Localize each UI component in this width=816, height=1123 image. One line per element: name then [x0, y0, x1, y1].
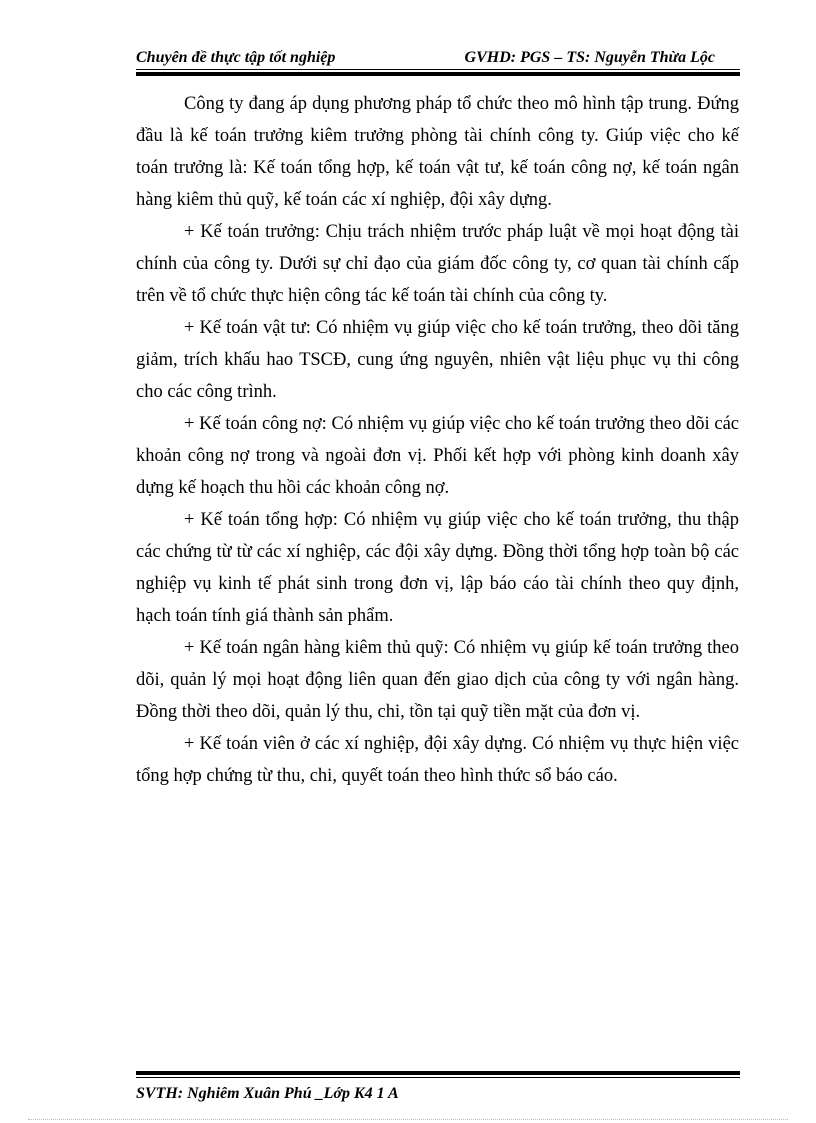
- footer-rule-thin: [136, 1077, 740, 1078]
- header-rule-thick: [136, 72, 740, 76]
- header-advisor: GVHD: PGS – TS: Nguyễn Thừa Lộc: [464, 49, 715, 66]
- paragraph-materials-accountant: + Kế toán vật tư: Có nhiệm vụ giúp việc cho kế toán trưởng, theo dõi tăng giảm, trích khấu hao TSCĐ, cung ứng nguyên, nhiên vật liệu phục vụ thi công cho các công trình.: [136, 318, 739, 402]
- page-header: [136, 47, 740, 69]
- document-body: [136, 88, 739, 792]
- paragraph-site-accountants: + Kế toán viên ở các xí nghiệp, đội xây dựng. Có nhiệm vụ thực hiện việc tổng hợp chứng từ thu, chi, quyết toán theo hình thức sổ báo cáo.: [136, 734, 739, 786]
- paragraph-debt-accountant: + Kế toán công nợ: Có nhiệm vụ giúp việc cho kế toán trưởng theo dõi các khoản công nợ trong và ngoài đơn vị. Phối kết hợp với phòng kinh doanh xây dựng kế hoạch thu hồi các khoản công nợ.: [136, 414, 739, 498]
- paragraph-general-accountant: + Kế toán tổng hợp: Có nhiệm vụ giúp việc cho kế toán trưởng, thu thập các chứng từ từ các xí nghiệp, các đội xây dựng. Đồng thời tổng hợp toàn bộ các nghiệp vụ kinh tế phát sinh trong đơn vị, lập báo cáo tài chính theo quy định, hạch toán tính giá thành sản phẩm.: [136, 510, 739, 626]
- paragraph-intro: Công ty đang áp dụng phương pháp tổ chức theo mô hình tập trung. Đứng đầu là kế toán trưởng kiêm trưởng phòng tài chính công ty. Giúp việc cho kế toán trưởng là: Kế toán tổng hợp, kế toán vật tư, kế toán công nợ, kế toán ngân hàng kiêm thủ quỹ, kế toán các xí nghiệp, đội xây dựng.: [136, 94, 739, 210]
- page-bottom-dotted-line: [28, 1119, 788, 1120]
- header-title: Chuyên đề thực tập tốt nghiệp: [136, 49, 336, 66]
- footer-rule-thick: [136, 1071, 740, 1075]
- header-rule-thin: [136, 69, 740, 70]
- paragraph-bank-cashier: + Kế toán ngân hàng kiêm thủ quỹ: Có nhiệm vụ giúp kế toán trưởng theo dõi, quản lý mọi hoạt động liên quan đến giao dịch của công ty với ngân hàng. Đồng thời theo dõi, quản lý thu, chi, tồn tại quỹ tiền mặt của đơn vị.: [136, 638, 739, 722]
- page-footer: SVTH: Nghiêm Xuân Phú _Lớp K4 1 A: [136, 1085, 399, 1102]
- paragraph-chief-accountant: + Kế toán trưởng: Chịu trách nhiệm trước pháp luật về mọi hoạt động tài chính của công ty. Dưới sự chỉ đạo của giám đốc công ty, cơ quan tài chính cấp trên về tổ chức thực hiện công tác kế toán tài chính của công ty.: [136, 222, 739, 306]
